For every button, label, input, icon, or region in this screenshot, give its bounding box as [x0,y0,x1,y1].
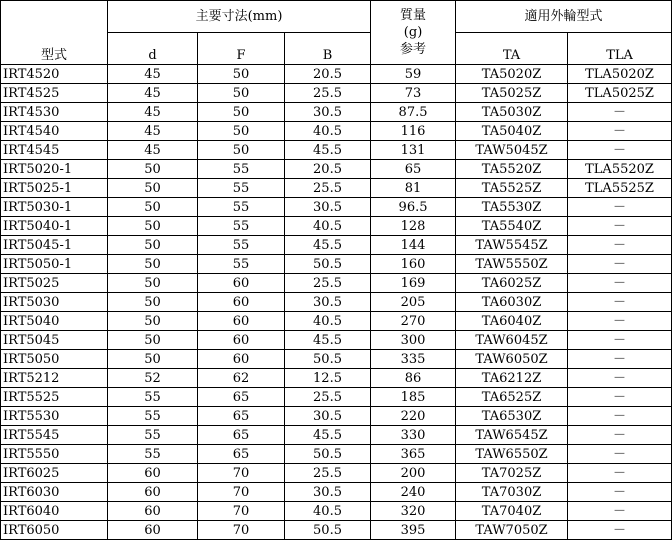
cell-ta: TA7040Z [456,502,568,521]
table-row [1,350,672,369]
cell-f: 65 [198,407,285,426]
cell-ta: TAW6050Z [456,350,568,369]
table-row [1,331,672,350]
cell-d: 60 [108,483,198,502]
cell-tla: － [568,521,672,540]
cell-mass: 59 [371,65,456,84]
cell-tla: － [568,103,672,122]
table-row [1,179,672,198]
cell-tla: － [568,426,672,445]
cell-d: 50 [108,236,198,255]
cell-ta: TA5025Z [456,84,568,103]
table-row [1,464,672,483]
cell-mass: 160 [371,255,456,274]
cell-mass: 65 [371,160,456,179]
cell-tla: － [568,312,672,331]
table-row [1,65,672,84]
table-row [1,160,672,179]
cell-d: 50 [108,312,198,331]
header-col-tla: TLA [568,33,672,65]
cell-model: IRT5025-1 [1,179,108,198]
cell-model: IRT6030 [1,483,108,502]
cell-tla: TLA5025Z [568,84,672,103]
table-row [1,445,672,464]
cell-b: 40.5 [285,217,371,236]
cell-f: 62 [198,369,285,388]
header-outer-ring: 適用外輪型式 [456,1,672,33]
table-row [1,103,672,122]
cell-ta: TAW5545Z [456,236,568,255]
header-mass-line2: (g) [403,25,423,40]
cell-d: 50 [108,274,198,293]
cell-d: 60 [108,502,198,521]
cell-f: 55 [198,198,285,217]
table-row [1,274,672,293]
cell-ta: TAW6045Z [456,331,568,350]
cell-f: 60 [198,274,285,293]
cell-b: 40.5 [285,502,371,521]
table-row [1,217,672,236]
cell-tla: － [568,293,672,312]
cell-f: 55 [198,255,285,274]
cell-d: 45 [108,122,198,141]
table-row [1,312,672,331]
cell-ta: TAW6545Z [456,426,568,445]
cell-ta: TA6040Z [456,312,568,331]
cell-d: 60 [108,464,198,483]
cell-b: 50.5 [285,350,371,369]
cell-tla: TLA5520Z [568,160,672,179]
cell-d: 50 [108,179,198,198]
cell-f: 55 [198,236,285,255]
cell-d: 50 [108,160,198,179]
cell-b: 30.5 [285,483,371,502]
table-row [1,388,672,407]
cell-model: IRT5030 [1,293,108,312]
cell-mass: 335 [371,350,456,369]
cell-b: 12.5 [285,369,371,388]
cell-b: 45.5 [285,331,371,350]
cell-tla: － [568,388,672,407]
cell-b: 40.5 [285,312,371,331]
table-row [1,141,672,160]
cell-d: 50 [108,350,198,369]
cell-d: 45 [108,103,198,122]
cell-d: 55 [108,445,198,464]
cell-tla: － [568,217,672,236]
cell-model: IRT4545 [1,141,108,160]
cell-model: IRT5050-1 [1,255,108,274]
cell-f: 65 [198,445,285,464]
cell-b: 25.5 [285,464,371,483]
cell-tla: － [568,255,672,274]
cell-ta: TA5020Z [456,65,568,84]
header-mass-line1: 質量 [400,8,427,23]
cell-ta: TA5520Z [456,160,568,179]
cell-d: 50 [108,255,198,274]
cell-ta: TA5040Z [456,122,568,141]
table-row [1,198,672,217]
cell-model: IRT6040 [1,502,108,521]
cell-d: 52 [108,369,198,388]
table-row [1,369,672,388]
header-col-f: F [198,33,285,65]
cell-tla: － [568,502,672,521]
cell-f: 65 [198,426,285,445]
cell-b: 30.5 [285,407,371,426]
cell-d: 50 [108,293,198,312]
cell-b: 20.5 [285,160,371,179]
cell-b: 25.5 [285,84,371,103]
header-mass [371,1,456,65]
cell-model: IRT5045-1 [1,236,108,255]
table-body [1,65,672,540]
cell-b: 50.5 [285,445,371,464]
cell-tla: － [568,331,672,350]
cell-f: 50 [198,141,285,160]
header-model: 型式 [1,1,108,65]
cell-ta: TA6030Z [456,293,568,312]
cell-model: IRT5045 [1,331,108,350]
cell-f: 60 [198,350,285,369]
cell-mass: 185 [371,388,456,407]
cell-mass: 200 [371,464,456,483]
cell-d: 45 [108,65,198,84]
cell-tla: － [568,274,672,293]
cell-b: 50.5 [285,255,371,274]
cell-mass: 300 [371,331,456,350]
cell-tla: TLA5525Z [568,179,672,198]
cell-f: 70 [198,502,285,521]
cell-mass: 131 [371,141,456,160]
cell-ta: TA7030Z [456,483,568,502]
cell-d: 55 [108,388,198,407]
cell-mass: 220 [371,407,456,426]
cell-tla: － [568,483,672,502]
cell-mass: 73 [371,84,456,103]
cell-ta: TAW6550Z [456,445,568,464]
cell-ta: TA5030Z [456,103,568,122]
cell-ta: TA7025Z [456,464,568,483]
cell-f: 70 [198,521,285,540]
cell-ta: TA6025Z [456,274,568,293]
cell-tla: － [568,122,672,141]
cell-b: 25.5 [285,274,371,293]
cell-mass: 270 [371,312,456,331]
table-row [1,255,672,274]
cell-d: 60 [108,521,198,540]
cell-mass: 240 [371,483,456,502]
cell-model: IRT5530 [1,407,108,426]
cell-f: 50 [198,84,285,103]
cell-model: IRT5040-1 [1,217,108,236]
cell-mass: 128 [371,217,456,236]
cell-mass: 144 [371,236,456,255]
cell-tla: TLA5020Z [568,65,672,84]
cell-mass: 96.5 [371,198,456,217]
header-main-dims: 主要寸法(mm) [108,1,371,33]
cell-model: IRT5030-1 [1,198,108,217]
cell-tla: － [568,141,672,160]
cell-d: 55 [108,426,198,445]
cell-mass: 169 [371,274,456,293]
cell-tla: － [568,198,672,217]
cell-model: IRT5550 [1,445,108,464]
cell-b: 20.5 [285,65,371,84]
cell-model: IRT4540 [1,122,108,141]
table-row [1,502,672,521]
cell-tla: － [568,407,672,426]
cell-model: IRT5020-1 [1,160,108,179]
cell-ta: TA6212Z [456,369,568,388]
cell-model: IRT4530 [1,103,108,122]
cell-tla: － [568,236,672,255]
cell-ta: TA6525Z [456,388,568,407]
header-col-d: d [108,33,198,65]
cell-tla: － [568,369,672,388]
cell-f: 65 [198,388,285,407]
cell-d: 50 [108,198,198,217]
cell-b: 45.5 [285,141,371,160]
cell-f: 55 [198,179,285,198]
header-col-ta: TA [456,33,568,65]
cell-f: 70 [198,483,285,502]
cell-ta: TA5525Z [456,179,568,198]
cell-tla: － [568,350,672,369]
cell-f: 60 [198,312,285,331]
table-row [1,236,672,255]
cell-b: 25.5 [285,179,371,198]
cell-f: 55 [198,160,285,179]
cell-tla: － [568,445,672,464]
cell-f: 70 [198,464,285,483]
cell-mass: 116 [371,122,456,141]
cell-b: 25.5 [285,388,371,407]
cell-model: IRT4520 [1,65,108,84]
cell-mass: 320 [371,502,456,521]
cell-d: 45 [108,141,198,160]
cell-d: 45 [108,84,198,103]
table-row [1,407,672,426]
cell-f: 60 [198,293,285,312]
cell-mass: 87.5 [371,103,456,122]
cell-b: 30.5 [285,198,371,217]
table-row [1,84,672,103]
cell-model: IRT4525 [1,84,108,103]
cell-b: 50.5 [285,521,371,540]
cell-mass: 81 [371,179,456,198]
cell-mass: 395 [371,521,456,540]
cell-model: IRT6025 [1,464,108,483]
cell-mass: 365 [371,445,456,464]
cell-model: IRT5525 [1,388,108,407]
header-col-b: B [285,33,371,65]
cell-model: IRT5040 [1,312,108,331]
cell-mass: 205 [371,293,456,312]
cell-b: 40.5 [285,122,371,141]
cell-b: 30.5 [285,103,371,122]
cell-model: IRT5050 [1,350,108,369]
cell-b: 45.5 [285,426,371,445]
cell-b: 45.5 [285,236,371,255]
cell-tla: － [568,464,672,483]
cell-ta: TAW5550Z [456,255,568,274]
cell-f: 50 [198,122,285,141]
cell-f: 55 [198,217,285,236]
cell-ta: TAW7050Z [456,521,568,540]
cell-model: IRT5025 [1,274,108,293]
table-header [1,1,672,65]
table-row [1,122,672,141]
cell-ta: TA6530Z [456,407,568,426]
cell-model: IRT5212 [1,369,108,388]
cell-d: 50 [108,217,198,236]
cell-f: 50 [198,65,285,84]
cell-ta: TA5530Z [456,198,568,217]
cell-f: 60 [198,331,285,350]
table-row [1,483,672,502]
table-row [1,521,672,540]
cell-f: 50 [198,103,285,122]
header-mass-line3: 参考 [400,42,427,57]
table-row [1,426,672,445]
cell-d: 50 [108,331,198,350]
cell-model: IRT6050 [1,521,108,540]
cell-ta: TA5540Z [456,217,568,236]
cell-b: 30.5 [285,293,371,312]
table-row [1,293,672,312]
cell-mass: 330 [371,426,456,445]
cell-model: IRT5545 [1,426,108,445]
cell-ta: TAW5045Z [456,141,568,160]
cell-mass: 86 [371,369,456,388]
cell-d: 55 [108,407,198,426]
